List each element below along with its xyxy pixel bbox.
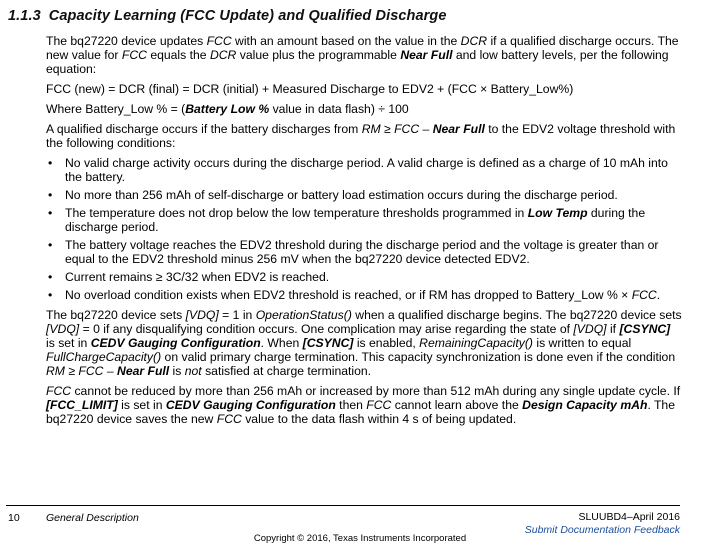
bullet-icon: •	[48, 238, 53, 252]
text-run: on valid primary charge termination. This capacity synchronization is done even if the condition	[161, 350, 676, 364]
term-fcc: FCC	[631, 288, 657, 302]
term-fcc: FCC	[121, 48, 147, 62]
bullet-icon: •	[48, 270, 53, 284]
equation-battery-low	[46, 102, 682, 116]
text-run: when a qualified discharge begins. The bq27220 device sets	[351, 308, 682, 322]
text-run: The temperature does not drop below the low temperature thresholds programmed in	[65, 206, 528, 220]
paragraph-vdq	[46, 308, 682, 378]
list-item	[46, 288, 682, 302]
text-run: = 1 in	[218, 308, 256, 322]
param-battery-low: Battery Low %	[185, 102, 270, 116]
param-near-full: Near Full	[432, 122, 485, 136]
command-remaining-capacity: RemainingCapacity()	[419, 336, 533, 350]
text-run: during the discharge period.	[65, 206, 646, 234]
text-run: The bq27220 device updates	[46, 34, 207, 48]
text-run: is written to equal	[532, 336, 632, 350]
text-run: . When	[260, 336, 303, 350]
term-fcc: FCC	[366, 398, 392, 412]
emphasis-not: not	[184, 364, 202, 378]
list-item	[46, 206, 682, 234]
term-dcr: DCR	[209, 48, 237, 62]
expression-rm-fcc: RM ≥ FCC –	[361, 122, 433, 136]
param-design-capacity: Design Capacity mAh	[522, 398, 648, 412]
flag-vdq: [VDQ]	[46, 322, 80, 336]
section-number: 1.1.3	[8, 8, 41, 24]
section-body	[46, 34, 682, 432]
term-fcc: FCC	[206, 34, 232, 48]
param-cedv-config: CEDV Gauging Configuration	[165, 398, 336, 412]
list-item	[46, 238, 682, 266]
submit-feedback-link[interactable]: Submit Documentation Feedback	[524, 524, 680, 536]
bullet-icon: •	[48, 188, 53, 202]
text-run: Current remains ≥ 3C/32 when EDV2 is reached.	[65, 270, 330, 284]
paragraph-fcc-update	[46, 34, 682, 76]
text-run: then	[335, 398, 367, 412]
term-fcc: FCC	[216, 412, 242, 426]
flag-vdq: [VDQ]	[573, 322, 607, 336]
text-run: and low battery levels, per the following equation:	[46, 48, 669, 76]
term-fcc: FCC	[46, 384, 72, 398]
text-run: is set in	[46, 336, 91, 350]
param-low-temp: Low Temp	[527, 206, 588, 220]
text-run: with an amount based on the value in the	[231, 34, 461, 48]
section-heading	[8, 8, 447, 24]
text-run: cannot learn above the	[391, 398, 523, 412]
text-run: Where Battery_Low % = (	[46, 102, 186, 116]
text-run: value to the data flash within 4 s of being updated.	[241, 412, 517, 426]
flag-csync: [CSYNC]	[302, 336, 354, 350]
footer-section-name: General Description	[46, 512, 139, 524]
term-dcr: DCR	[460, 34, 488, 48]
text-run: equals the	[146, 48, 210, 62]
list-item	[46, 188, 682, 202]
param-near-full: Near Full	[117, 364, 170, 378]
footer-divider	[6, 505, 680, 506]
flag-fcc-limit: [FCC_LIMIT]	[46, 398, 118, 412]
text-run: No valid charge activity occurs during the discharge period. A valid charge is defined as a charge of 10 mAh into the battery.	[65, 156, 668, 184]
text-run: value in data flash) ÷ 100	[269, 102, 409, 116]
list-item	[46, 156, 682, 184]
list-item	[46, 270, 682, 284]
text-run: . The bq27220 device saves the new	[46, 398, 675, 426]
copyright-notice: Copyright © 2016, Texas Instruments Incorporated	[253, 533, 467, 544]
text-run: if a qualified discharge occurs. The new value for	[46, 34, 679, 62]
text-run: if	[606, 322, 620, 336]
text-run: cannot be reduced by more than 256 mAh or increased by more than 512 mAh during any single update cycle. If	[71, 384, 681, 398]
text-run: The bq27220 device sets	[46, 308, 186, 322]
paragraph-fcc-limit	[46, 384, 682, 426]
bullet-icon: •	[48, 206, 53, 220]
param-cedv-config: CEDV Gauging Configuration	[90, 336, 261, 350]
text-run: No overload condition exists when EDV2 threshold is reached, or if RM has dropped to Battery_Low % ×	[65, 288, 632, 302]
equation-fcc-new: FCC (new) = DCR (final) = DCR (initial) + Measured Discharge to EDV2 + (FCC × Battery_Low%)	[46, 82, 574, 96]
text-run: No more than 256 mAh of self-discharge or battery load estimation occurs during the discharge period.	[65, 188, 618, 202]
text-run: The battery voltage reaches the EDV2 threshold during the discharge period and the voltage is greater than or equal to the EDV2 threshold minus 256 mV when the bq27220 device detected EDV2.	[65, 238, 659, 266]
param-near-full: Near Full	[400, 48, 453, 62]
command-full-charge-capacity: FullChargeCapacity()	[46, 350, 162, 364]
expression-rm-fcc: RM ≥ FCC –	[46, 364, 118, 378]
flag-csync: [CSYNC]	[619, 322, 671, 336]
page-number: 10	[8, 512, 20, 524]
text-run: is enabled,	[353, 336, 420, 350]
bullet-icon: •	[48, 156, 53, 170]
text-run: value plus the programmable	[236, 48, 401, 62]
conditions-list	[46, 156, 682, 302]
text-run: .	[656, 288, 661, 302]
text-run: satisfied at charge termination.	[201, 364, 372, 378]
text-run: is	[169, 364, 185, 378]
text-run: to the EDV2 voltage threshold with the following conditions:	[46, 122, 676, 150]
document-id: SLUUBD4–April 2016	[578, 511, 680, 523]
text-run: = 0 if any disqualifying condition occurs. One complication may arise regarding the state of	[79, 322, 574, 336]
command-operation-status: OperationStatus()	[255, 308, 352, 322]
text-run: is set in	[117, 398, 166, 412]
flag-vdq: [VDQ]	[185, 308, 219, 322]
bullet-icon: •	[48, 288, 53, 302]
text-run: A qualified discharge occurs if the battery discharges from	[46, 122, 362, 136]
paragraph-qualified-discharge	[46, 122, 682, 150]
section-title: Capacity Learning (FCC Update) and Qualified Discharge	[48, 8, 447, 24]
